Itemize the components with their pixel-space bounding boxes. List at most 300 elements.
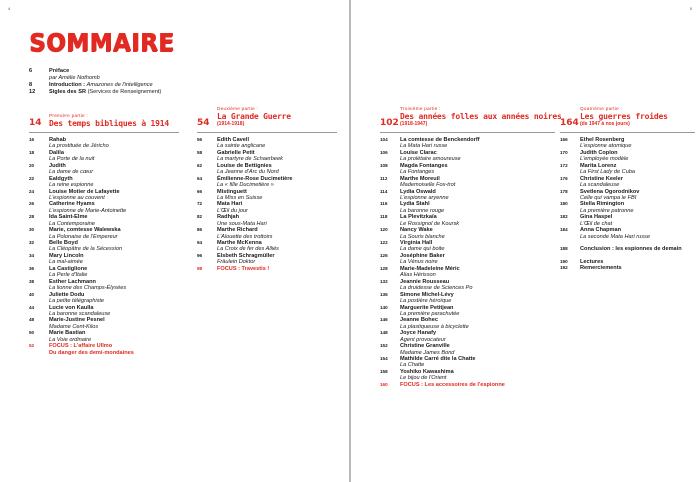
entry-alias: La Mata Hari russe bbox=[400, 143, 448, 150]
entry-page-number: 184 bbox=[560, 227, 568, 233]
entry-alias: La lionne des Champs-Élysées bbox=[49, 285, 127, 292]
entry-name: Louise Motier de Lafayette bbox=[49, 188, 120, 195]
toc-entry bbox=[29, 214, 179, 227]
entry-page-number: 122 bbox=[380, 240, 388, 246]
toc-entry bbox=[380, 150, 555, 163]
entry-alias: La petite télégraphiste bbox=[49, 297, 105, 304]
toc-entry bbox=[197, 163, 337, 176]
entry-name: Edith Cavell bbox=[217, 137, 250, 143]
part-title: Les guerres froides bbox=[580, 112, 668, 121]
focus-text bbox=[400, 382, 505, 388]
page-title: SOMMAIRE bbox=[29, 28, 175, 57]
entry-name: Marthe McKenna bbox=[217, 240, 262, 247]
toc-entry bbox=[197, 253, 337, 266]
entry-name: Louise Clarac bbox=[400, 149, 437, 156]
entry-alias: La Fontanges bbox=[400, 169, 435, 176]
entry-text bbox=[217, 214, 267, 227]
intro-page-number: 8 bbox=[29, 82, 33, 88]
entry-page-number: 172 bbox=[560, 162, 568, 168]
entry-alias: L'espionne de Marie-Antoinette bbox=[49, 207, 127, 214]
toc-entry bbox=[560, 163, 695, 176]
toc-entry bbox=[197, 176, 337, 189]
toc-entry bbox=[560, 176, 695, 189]
entry-text bbox=[400, 176, 455, 189]
entry-text bbox=[400, 330, 446, 343]
entry-text bbox=[580, 189, 639, 202]
entry-page-number: 24 bbox=[29, 188, 35, 194]
entry-page-number: 30 bbox=[29, 227, 35, 233]
toc-entry bbox=[380, 227, 555, 240]
entry-name: Christine Keeler bbox=[580, 175, 623, 182]
entry-text bbox=[217, 240, 279, 253]
part-heading bbox=[49, 113, 169, 128]
closing-page-number: 188 bbox=[560, 246, 568, 252]
toc-entry bbox=[29, 279, 179, 292]
closing-page-number: 190 bbox=[560, 258, 568, 264]
entry-page-number: 112 bbox=[380, 175, 388, 181]
focus-title: FOCUS : L'affaire Ullmo bbox=[49, 343, 113, 350]
part-header bbox=[560, 106, 695, 128]
entry-name: Marie-Justine Pesnel bbox=[49, 317, 105, 324]
entry-page-number: 148 bbox=[380, 330, 388, 336]
entry-alias: La First Lady de Cuba bbox=[580, 169, 636, 176]
entry-text bbox=[49, 279, 126, 292]
focus-entry bbox=[380, 382, 555, 389]
entry-alias: La baronne scandaleuse bbox=[49, 310, 111, 317]
entry-name: Elsbeth Schragmüller bbox=[217, 253, 275, 260]
entry-text bbox=[49, 253, 84, 266]
closing-title: Conclusion : les espionnes de demain bbox=[580, 246, 682, 253]
toc-entry bbox=[380, 214, 555, 227]
entry-name: Catherine Hyams bbox=[49, 201, 95, 208]
entry-page-number: 50 bbox=[29, 330, 35, 336]
entry-page-number: 116 bbox=[380, 201, 388, 207]
intro-title: Préface bbox=[49, 68, 70, 74]
entry-page-number: 182 bbox=[560, 214, 568, 220]
intro-page-number: 12 bbox=[29, 89, 36, 95]
entry-page-number: 140 bbox=[380, 304, 388, 310]
toc-entry bbox=[197, 240, 337, 253]
intro-subtitle: par Amélie Nothomb bbox=[49, 75, 100, 81]
entry-text bbox=[400, 253, 445, 266]
intro-item bbox=[29, 89, 329, 96]
entry-page-number: 106 bbox=[380, 149, 388, 155]
entry-name: Mata Hari bbox=[217, 201, 243, 208]
entry-name: Jeannie Rousseau bbox=[400, 278, 450, 285]
part-title: Des années folles aux années noires bbox=[400, 112, 562, 121]
left-folio: 4 bbox=[8, 6, 11, 11]
entry-name: Joyce Hanafy bbox=[400, 330, 437, 337]
entry-text bbox=[400, 137, 480, 150]
focus-title: FOCUS : Les accessoires de l'espionne bbox=[400, 381, 505, 388]
entry-page-number: 136 bbox=[380, 291, 388, 297]
entry-name: Marie Bastian bbox=[49, 330, 86, 337]
toc-entry bbox=[560, 137, 695, 150]
part-page-number: 102 bbox=[380, 118, 399, 128]
entry-name: Rahab bbox=[49, 137, 67, 143]
entry-text bbox=[400, 163, 448, 176]
part-label: Première partie : bbox=[49, 113, 89, 118]
entry-alias: La Polonaise de l'Empereur bbox=[49, 233, 118, 240]
toc-entry bbox=[560, 189, 695, 202]
entry-text bbox=[49, 189, 120, 202]
focus-text bbox=[49, 343, 134, 356]
toc-entry bbox=[380, 163, 555, 176]
entry-alias: La plastiqueuse à bicyclette bbox=[400, 323, 469, 330]
entry-alias: La Souris blanche bbox=[400, 233, 445, 240]
entry-text bbox=[49, 137, 109, 150]
entry-page-number: 18 bbox=[29, 149, 35, 155]
entry-alias: La scandaleuse bbox=[580, 181, 620, 188]
toc-entry bbox=[380, 176, 555, 189]
part-title: Des temps bibliques à 1914 bbox=[49, 119, 170, 128]
entry-page-number: 26 bbox=[29, 201, 35, 207]
entry-page-number: 82 bbox=[197, 214, 203, 220]
entry-name: Mathilde Carré dite la Chatte bbox=[400, 356, 476, 363]
part-page-number: 54 bbox=[197, 118, 210, 128]
entry-text bbox=[580, 137, 631, 150]
entry-alias: La dame de cœur bbox=[49, 169, 94, 176]
entry-page-number: 34 bbox=[29, 253, 35, 259]
entry-text bbox=[400, 292, 454, 305]
entry-text bbox=[217, 150, 283, 163]
entry-page-number: 166 bbox=[560, 137, 568, 142]
entry-alias: Fräulein Doktor bbox=[217, 259, 256, 266]
toc-entry bbox=[29, 253, 179, 266]
section-rule bbox=[29, 132, 179, 133]
toc-entry bbox=[380, 356, 555, 369]
toc-entry bbox=[380, 266, 555, 279]
entry-alias: Agent provocateur bbox=[400, 336, 446, 343]
section-rule bbox=[197, 132, 337, 133]
entry-text bbox=[49, 240, 122, 253]
entry-page-number: 152 bbox=[380, 343, 388, 349]
entry-page-number: 86 bbox=[197, 227, 203, 233]
entry-text bbox=[580, 214, 612, 227]
entry-alias: Mademoiselle Fox-trot bbox=[400, 181, 456, 188]
closing-title: Lectures bbox=[580, 258, 604, 265]
entry-text bbox=[49, 150, 94, 163]
entry-name: Lydia Oswald bbox=[400, 188, 436, 195]
right-folio: 5 bbox=[689, 6, 692, 11]
entry-alias: La baronne rouge bbox=[400, 207, 445, 214]
entry-name: Virginia Hall bbox=[400, 240, 433, 247]
entry-page-number: 32 bbox=[29, 240, 35, 246]
entry-name: Marita Lorenz bbox=[580, 162, 617, 169]
entry-alias: La prolétaire amoureuse bbox=[400, 156, 461, 163]
intro-subtitle: (Services de Renseignement) bbox=[87, 89, 162, 95]
entry-text bbox=[49, 214, 95, 227]
entry-page-number: 108 bbox=[380, 162, 388, 168]
toc-entry bbox=[197, 189, 337, 202]
section-rule bbox=[560, 132, 695, 133]
entry-alias: La reine espionne bbox=[49, 181, 94, 188]
focus-title: FOCUS : Travestis ! bbox=[217, 265, 270, 272]
intro-item bbox=[29, 68, 329, 75]
intro-item-sub bbox=[29, 75, 329, 82]
intro-subtitle: Amazones de l'intelligence bbox=[86, 82, 153, 88]
toc-entry bbox=[29, 317, 179, 330]
section-part-1 bbox=[29, 106, 179, 356]
entry-text bbox=[49, 176, 93, 189]
toc-entry bbox=[380, 330, 555, 343]
entry-name: Belle Boyd bbox=[49, 240, 78, 247]
part-page-number: 14 bbox=[29, 118, 42, 128]
part-title: La Grande Guerre bbox=[217, 112, 291, 121]
part-heading bbox=[400, 106, 562, 128]
toc-entry bbox=[380, 305, 555, 318]
entry-text bbox=[400, 201, 444, 214]
entry-page-number: 66 bbox=[197, 188, 203, 194]
entry-text bbox=[49, 227, 121, 240]
toc-entry bbox=[380, 292, 555, 305]
entry-name: Esther Lachmann bbox=[49, 278, 96, 285]
focus-subtitle: Du danger des demi-mondaines bbox=[49, 349, 134, 356]
entry-alias: Madame Cent-Kilos bbox=[49, 323, 99, 330]
part-header bbox=[380, 106, 562, 128]
entry-alias: L'employée modèle bbox=[580, 156, 629, 163]
entry-name: Stella Rimington bbox=[580, 201, 625, 208]
entry-name: Juliette Dodu bbox=[49, 291, 85, 298]
closing-entry bbox=[560, 265, 695, 272]
toc-entry bbox=[29, 227, 179, 240]
part-label: Troisième partie : bbox=[400, 106, 441, 111]
toc-entry bbox=[560, 227, 695, 240]
entry-alias: L'Œil du jour bbox=[217, 207, 248, 214]
entry-page-number: 72 bbox=[197, 201, 203, 207]
entry-name: La Plevitzkaïa bbox=[400, 214, 437, 221]
entry-page-number: 170 bbox=[560, 149, 568, 155]
toc-entry bbox=[380, 253, 555, 266]
entry-name: Judith bbox=[49, 162, 66, 169]
entry-name: Marthe Richard bbox=[217, 227, 258, 234]
focus-entry bbox=[197, 266, 337, 273]
entry-name: Magda Fontanges bbox=[400, 162, 448, 169]
entry-alias: La mal-aimée bbox=[49, 259, 83, 266]
entry-alias: La prostituée de Jéricho bbox=[49, 143, 109, 150]
closing-entry bbox=[560, 259, 695, 266]
entry-page-number: 132 bbox=[380, 278, 388, 284]
closing-title: Remerciements bbox=[580, 265, 622, 272]
intro-title: Sigles des SR bbox=[49, 89, 86, 95]
toc-entry bbox=[29, 189, 179, 202]
toc-entry bbox=[29, 330, 179, 343]
entry-page-number: 158 bbox=[380, 369, 388, 375]
entry-text bbox=[400, 279, 472, 292]
entry-text bbox=[400, 369, 454, 382]
entry-text bbox=[49, 317, 105, 330]
entry-text bbox=[400, 240, 444, 253]
entry-name: Radhjah bbox=[217, 214, 240, 221]
entry-page-number: 96 bbox=[197, 253, 203, 259]
section-part-3 bbox=[380, 106, 562, 389]
entry-name: Gabrielle Petit bbox=[217, 149, 255, 156]
entry-text bbox=[49, 292, 104, 305]
entry-text bbox=[580, 176, 623, 189]
entry-name: Marguerite Petitjean bbox=[400, 304, 454, 311]
toc-entry bbox=[29, 176, 179, 189]
entry-text bbox=[217, 201, 248, 214]
entry-page-number: 22 bbox=[29, 175, 35, 181]
entry-page-number: 154 bbox=[380, 356, 388, 362]
entry-page-number: 118 bbox=[380, 214, 388, 220]
entry-page-number: 40 bbox=[29, 291, 35, 297]
entry-alias: La postière héroïque bbox=[400, 297, 452, 304]
entry-page-number: 180 bbox=[560, 201, 568, 207]
entry-name: Jeanne Bohec bbox=[400, 317, 438, 324]
entry-text bbox=[400, 150, 461, 163]
entry-name: Lydia Stahl bbox=[400, 201, 430, 208]
entry-page-number: 38 bbox=[29, 278, 35, 284]
entry-text bbox=[400, 317, 469, 330]
closing-text bbox=[580, 265, 622, 271]
closing-entry bbox=[560, 246, 695, 253]
entry-name: Lucie von Kaulla bbox=[49, 304, 94, 311]
entry-name: Joséphine Baker bbox=[400, 253, 445, 260]
entry-name: Ealdgyth bbox=[49, 175, 73, 182]
entry-page-number: 146 bbox=[380, 317, 388, 323]
focus-page-number: 98 bbox=[197, 265, 203, 271]
entry-alias: L'espionne au couvent bbox=[49, 194, 105, 201]
entry-alias: La Vénus noire bbox=[400, 259, 438, 266]
entry-alias: La première parachutée bbox=[400, 310, 460, 317]
entry-page-number: 104 bbox=[380, 137, 388, 142]
entry-alias: La Croix de fer des Alliés bbox=[217, 246, 279, 253]
entry-name: Anna Chapman bbox=[580, 227, 622, 234]
entry-name: Marie-Madeleine Méric bbox=[400, 265, 460, 272]
toc-entry bbox=[380, 343, 555, 356]
entry-page-number: 28 bbox=[29, 214, 35, 220]
entry-page-number: 20 bbox=[29, 162, 35, 168]
entry-text bbox=[400, 343, 454, 356]
entry-text bbox=[400, 189, 449, 202]
entry-text bbox=[400, 266, 460, 279]
toc-entry bbox=[197, 227, 337, 240]
toc-entry bbox=[560, 201, 695, 214]
entry-page-number: 58 bbox=[197, 149, 203, 155]
toc-entry bbox=[29, 150, 179, 163]
entry-name: Émilienne-Rose Ducimetière bbox=[217, 175, 293, 182]
entry-alias: L'Œil de chat bbox=[580, 220, 613, 227]
entry-alias: La druidesse de Sciences Po bbox=[400, 285, 473, 292]
entry-text bbox=[580, 163, 635, 176]
section-part-2 bbox=[197, 106, 337, 273]
entry-text bbox=[580, 201, 634, 214]
entry-page-number: 120 bbox=[380, 227, 388, 233]
entry-page-number: 128 bbox=[380, 265, 388, 271]
entry-page-number: 62 bbox=[197, 162, 203, 168]
entry-text bbox=[400, 227, 445, 240]
entry-alias: Une sous-Mata Hari bbox=[217, 220, 267, 227]
entry-page-number: 56 bbox=[197, 137, 203, 142]
entry-alias: Le Rossignol de Koursk bbox=[400, 220, 460, 227]
entry-text bbox=[49, 266, 87, 279]
focus-text bbox=[217, 266, 269, 272]
entry-page-number: 114 bbox=[380, 188, 388, 194]
toc-entry bbox=[380, 279, 555, 292]
entry-alias: La Porte de la nuit bbox=[49, 156, 95, 163]
entry-alias: Le bijou de l'Orient bbox=[400, 375, 447, 382]
entry-text bbox=[400, 305, 459, 318]
entry-alias: L'espionne atomique bbox=[580, 143, 632, 150]
toc-entry bbox=[380, 189, 555, 202]
entry-name: Louise de Bettignies bbox=[217, 162, 272, 169]
toc-entry bbox=[29, 240, 179, 253]
toc-entry bbox=[380, 317, 555, 330]
entry-name: Ethel Rosenberg bbox=[580, 137, 625, 143]
entry-text bbox=[580, 227, 650, 240]
entry-page-number: 64 bbox=[197, 175, 203, 181]
toc-entry bbox=[29, 292, 179, 305]
toc-entry bbox=[29, 137, 179, 150]
entry-name: La comtesse de Benckendorff bbox=[400, 137, 480, 143]
entry-name: Gina Haspel bbox=[580, 214, 613, 221]
toc-entry bbox=[29, 163, 179, 176]
right-page bbox=[351, 0, 700, 482]
entry-page-number: 126 bbox=[380, 253, 388, 259]
toc-entry bbox=[197, 137, 337, 150]
part-label: Deuxième partie : bbox=[217, 106, 259, 111]
section-part-4 bbox=[560, 106, 695, 272]
entry-alias: La seconde Mata Hari russe bbox=[580, 233, 650, 240]
entry-alias: La martyre de Schaerbeek bbox=[217, 156, 283, 163]
entry-text bbox=[217, 163, 279, 176]
entry-name: Christine Granville bbox=[400, 343, 450, 350]
entry-name: Dalila bbox=[49, 149, 64, 156]
entry-alias: La Cléopâtre de la Sécession bbox=[49, 246, 123, 253]
entry-page-number: 44 bbox=[29, 304, 35, 310]
intro-title: Introduction : bbox=[49, 82, 86, 88]
entry-page-number: 16 bbox=[29, 137, 35, 142]
toc-entry bbox=[29, 305, 179, 318]
entry-page-number: 94 bbox=[197, 240, 203, 246]
entry-alias: Madame James Bond bbox=[400, 349, 455, 356]
toc-entry bbox=[29, 266, 179, 279]
toc-entry bbox=[29, 201, 179, 214]
entry-name: Nancy Wake bbox=[400, 227, 433, 234]
entry-text bbox=[217, 189, 262, 202]
entry-alias: La Perle d'Italie bbox=[49, 272, 88, 279]
part-heading bbox=[580, 106, 668, 128]
toc-entry bbox=[380, 137, 555, 150]
entry-name: Ida Saint-Elme bbox=[49, 214, 88, 221]
focus-page-number: 160 bbox=[380, 381, 388, 387]
entry-alias: La première patronne bbox=[580, 207, 634, 214]
part-dates: (1918-1947) bbox=[400, 121, 428, 127]
toc-entry bbox=[380, 201, 555, 214]
entry-text bbox=[580, 150, 628, 163]
part-dates: (1914-1918) bbox=[217, 121, 245, 127]
part-heading bbox=[217, 106, 291, 128]
entry-text bbox=[49, 163, 93, 176]
entry-text bbox=[217, 227, 272, 240]
entry-page-number: 176 bbox=[560, 175, 568, 181]
entry-alias: La Contemporaine bbox=[49, 220, 96, 227]
focus-page-number: 52 bbox=[29, 343, 35, 349]
focus-entry bbox=[29, 343, 179, 356]
entry-page-number: 36 bbox=[29, 265, 35, 271]
entry-alias: La sainte anglicane bbox=[217, 143, 266, 150]
entry-alias: La Jeanne d'Arc du Nord bbox=[217, 169, 279, 176]
left-page bbox=[0, 0, 349, 482]
entry-page-number: 178 bbox=[560, 188, 568, 194]
entry-alias: La « fille Ducimetière » bbox=[217, 181, 274, 188]
entry-alias: L'Alouette des trottoirs bbox=[217, 233, 273, 240]
entry-text bbox=[49, 305, 110, 318]
entry-name: Marthe Moreuil bbox=[400, 175, 440, 182]
entry-text bbox=[400, 214, 459, 227]
toc-entry bbox=[380, 240, 555, 253]
